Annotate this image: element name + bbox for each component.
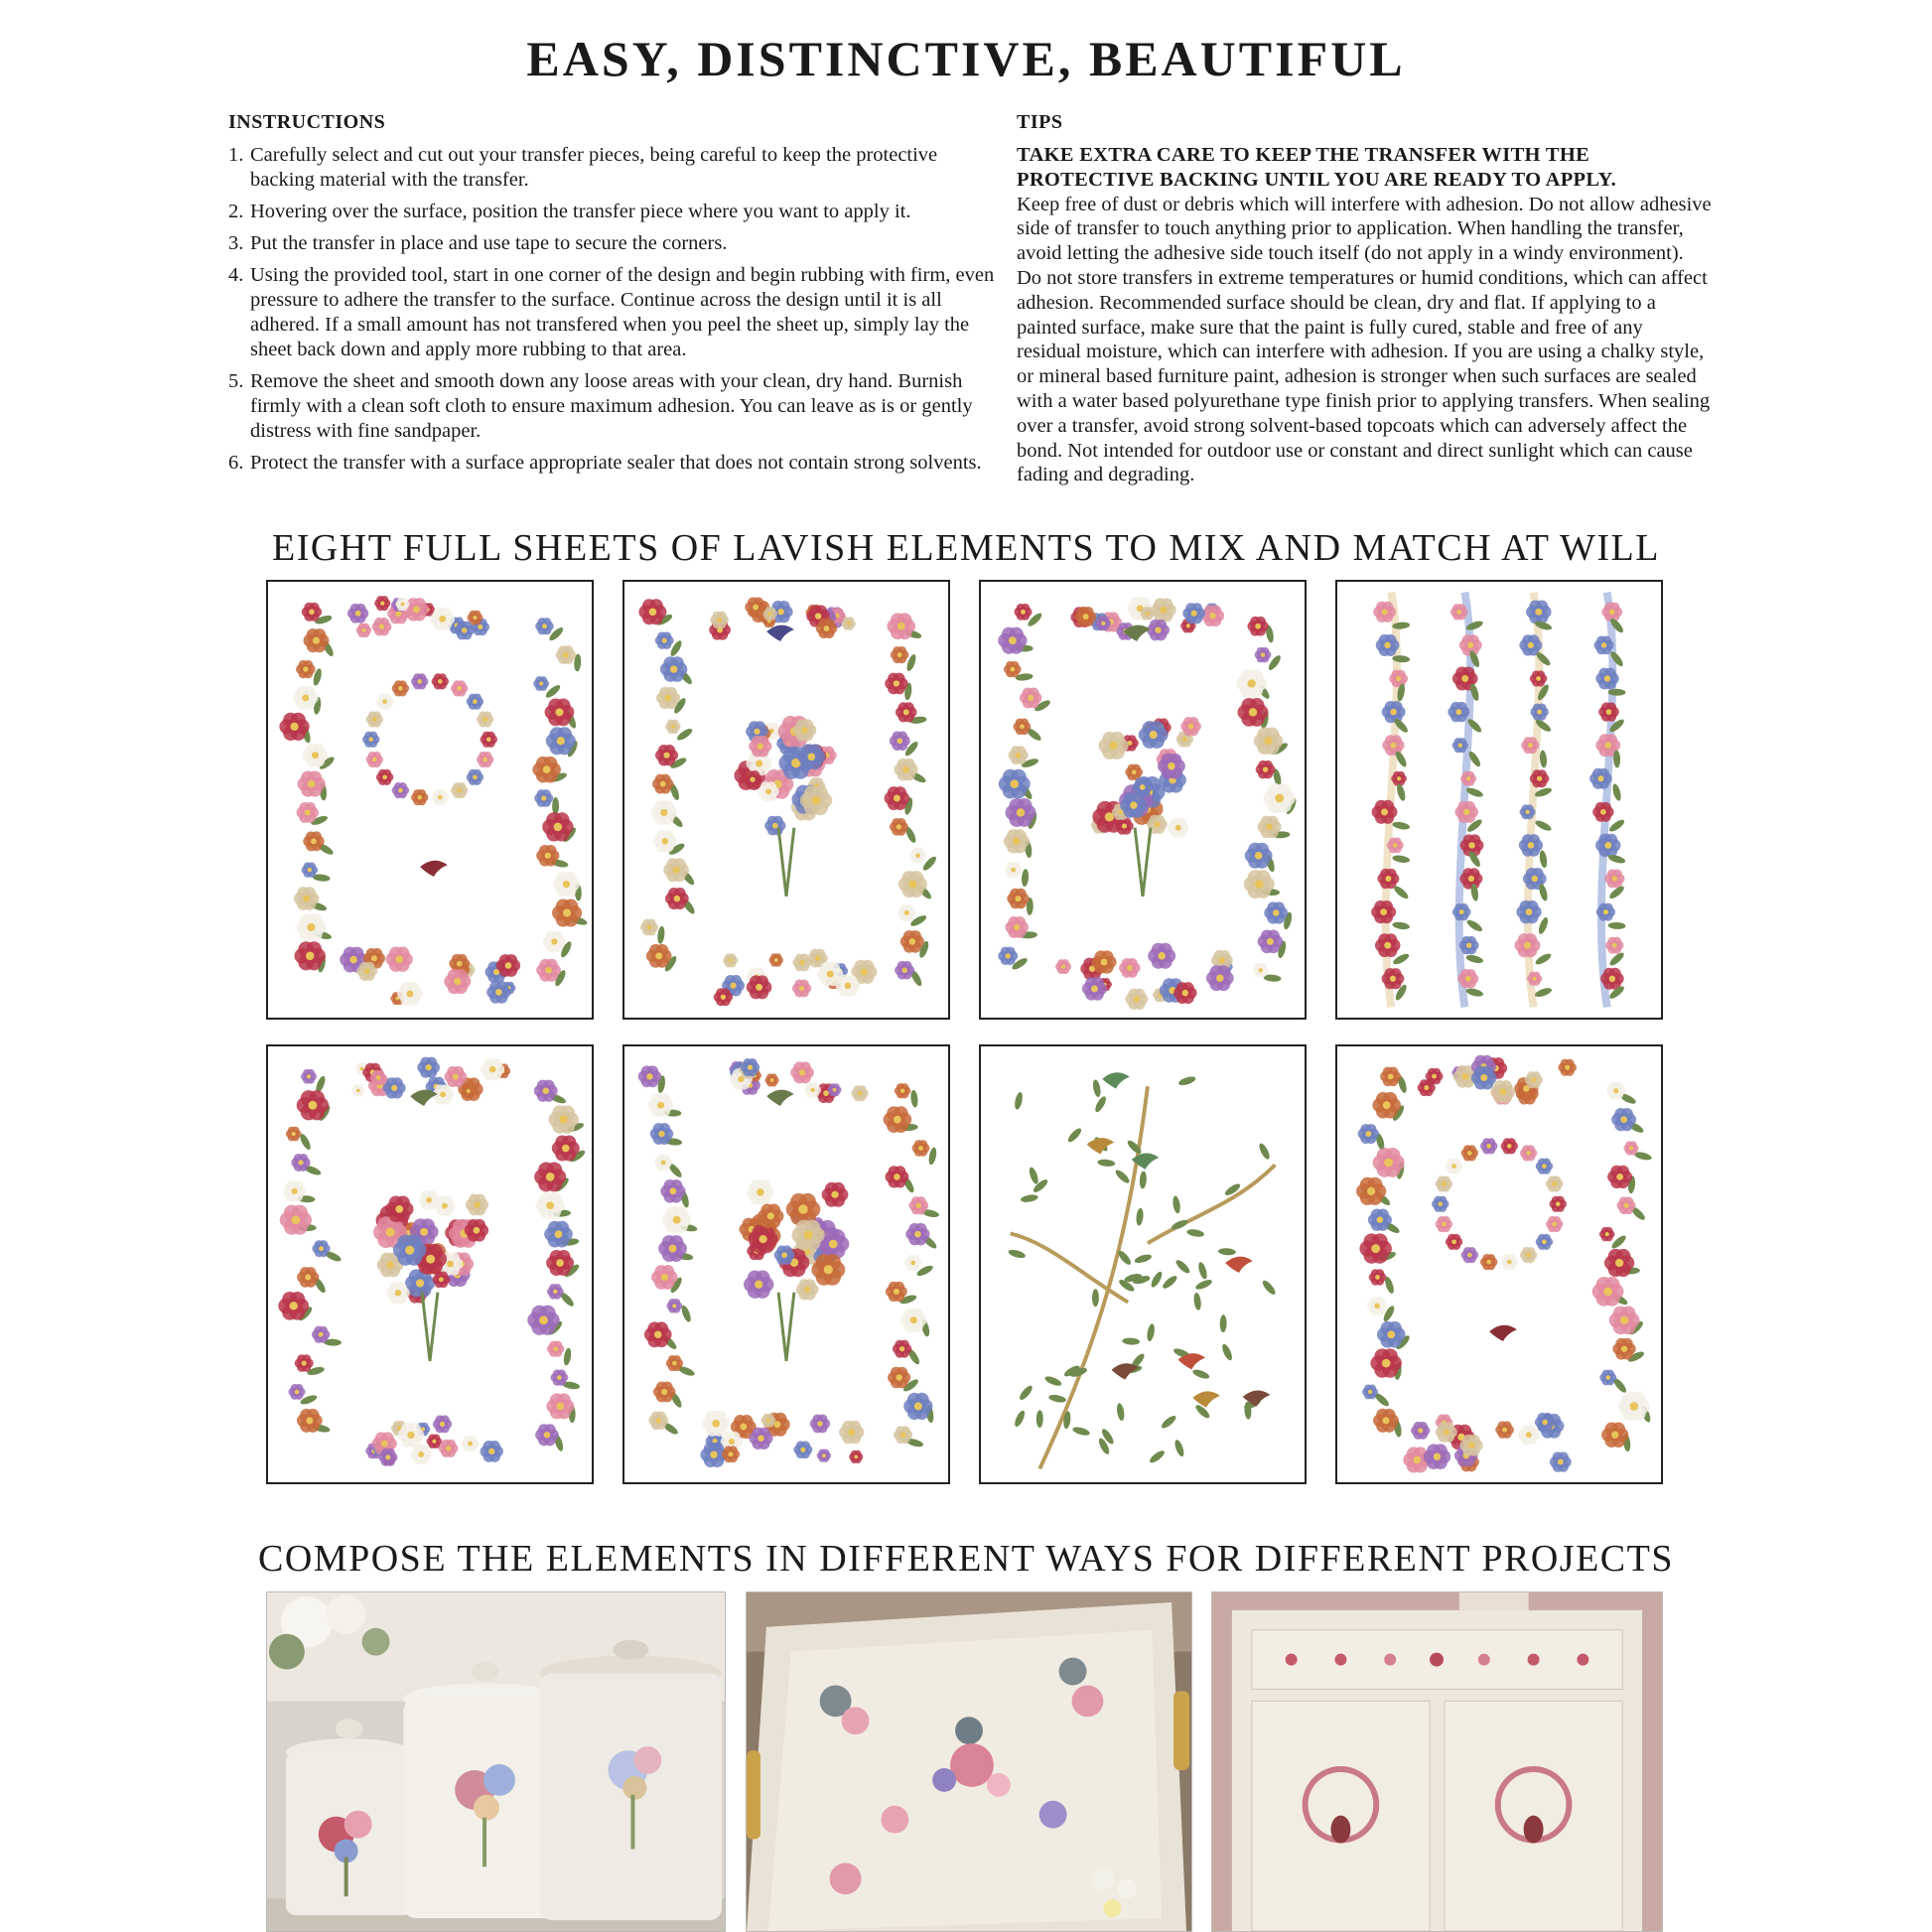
tray-image [747, 1592, 1191, 1931]
step-number: 1. [228, 144, 244, 166]
floral-wreath-illustration [268, 582, 592, 1018]
step-text: Using the provided tool, start in one corner of the design and begin rubbing with firm, even pressure to adhere the transfer to the surface. Continue across the design until it is all adhered. If a small amount has not transfered when you peel the sheet up, simply lay the sheet back down and apply more rubbing to that area. [250, 264, 995, 360]
step-text: Carefully select and cut out your transfer pieces, being careful to keep the protective backing material with the transfer. [250, 144, 938, 191]
cabinet-photo [1211, 1591, 1663, 1932]
transfer-sheet-7 [979, 1044, 1307, 1484]
tips-body: Keep free of dust or debris which will interfere with adhesion. Do not allow adhesive side of transfer to touch anything prior to application. When handling the transfer, avoid letting the adhesive side touch itself (do not apply in a windy environment). Do not store transfers in extreme temperatures or humid conditions, which can affect adhesion. Recommended surface should be clean, dry and flat. If applying to a painted surface, make sure that the paint is fully cured, stable and free of any residual moisture, which can interfere with adhesion. If you are using a chalky style, or mineral based furniture paint, adhesion is stronger when such surfaces are sealed with a water based polyurethane type finish prior to applying transfers. When sealing over a transfer, avoid strong solvent-based topcoats which can adversely affect the bond. Not intended for outdoor use or constant and direct sunlight which can cause fading and degrading. [1017, 193, 1712, 486]
step-number: 4. [228, 264, 244, 286]
instruction-step [228, 143, 1003, 193]
step-number: 3. [228, 232, 244, 254]
page-title: EASY, DISTINCTIVE, BEAUTIFUL [526, 31, 1406, 86]
transfer-sheet-1 [266, 580, 594, 1020]
floral-bouquet-illustration [981, 582, 1305, 1018]
projects-heading: COMPOSE THE ELEMENTS IN DIFFERENT WAYS FOR DIFFERENT PROJECTS [258, 1538, 1674, 1580]
step-number: 6. [228, 452, 244, 474]
instruction-step [228, 231, 1003, 256]
floral-garland-illustration [1337, 582, 1661, 1018]
step-text: Protect the transfer with a surface appropriate sealer that does not contain strong solvents. [250, 452, 982, 474]
transfer-sheet-4 [1335, 580, 1663, 1020]
floral-bouquet-illustration [624, 582, 948, 1018]
sheets-heading: EIGHT FULL SHEETS OF LAVISH ELEMENTS TO MIX AND MATCH AT WILL [272, 527, 1660, 569]
transfer-sheet-5 [266, 1044, 594, 1484]
canisters-image [267, 1592, 725, 1931]
tray-photo [746, 1591, 1192, 1932]
step-number: 2. [228, 201, 244, 222]
step-text: Hovering over the surface, position the transfer piece where you want to apply it. [250, 201, 911, 222]
canisters-photo [266, 1591, 726, 1932]
tips-block [1017, 143, 1712, 487]
instructions-list [228, 143, 1003, 483]
transfer-sheet-6 [622, 1044, 950, 1484]
step-text: Remove the sheet and smooth down any loose areas with your clean, dry hand. Burnish firmly with a clean soft cloth to ensure maximum adhesion. You can leave as is or gently distress with fine sandpaper. [250, 370, 973, 442]
tips-emphasis: TAKE EXTRA CARE TO KEEP THE TRANSFER WITH THE PROTECTIVE BACKING UNTIL YOU ARE READY TO APPLY. [1017, 144, 1617, 191]
roses-and-birds-illustration [624, 1046, 948, 1482]
cabinet-image [1212, 1592, 1662, 1931]
instruction-step [228, 263, 1003, 362]
instruction-step [228, 369, 1003, 444]
transfer-sheet-3 [979, 580, 1307, 1020]
instructions-heading: INSTRUCTIONS [228, 111, 386, 133]
tips-heading: TIPS [1017, 111, 1063, 133]
transfer-sheet-8 [1335, 1044, 1663, 1484]
instruction-step [228, 200, 1003, 224]
step-text: Put the transfer in place and use tape to secure the corners. [250, 232, 728, 254]
step-number: 5. [228, 370, 244, 392]
transfer-sheet-2 [622, 580, 950, 1020]
instruction-step [228, 451, 1003, 476]
birds-on-branches-illustration [981, 1046, 1305, 1482]
floral-bouquet-illustration [268, 1046, 592, 1482]
floral-wreath-illustration [1337, 1046, 1661, 1482]
